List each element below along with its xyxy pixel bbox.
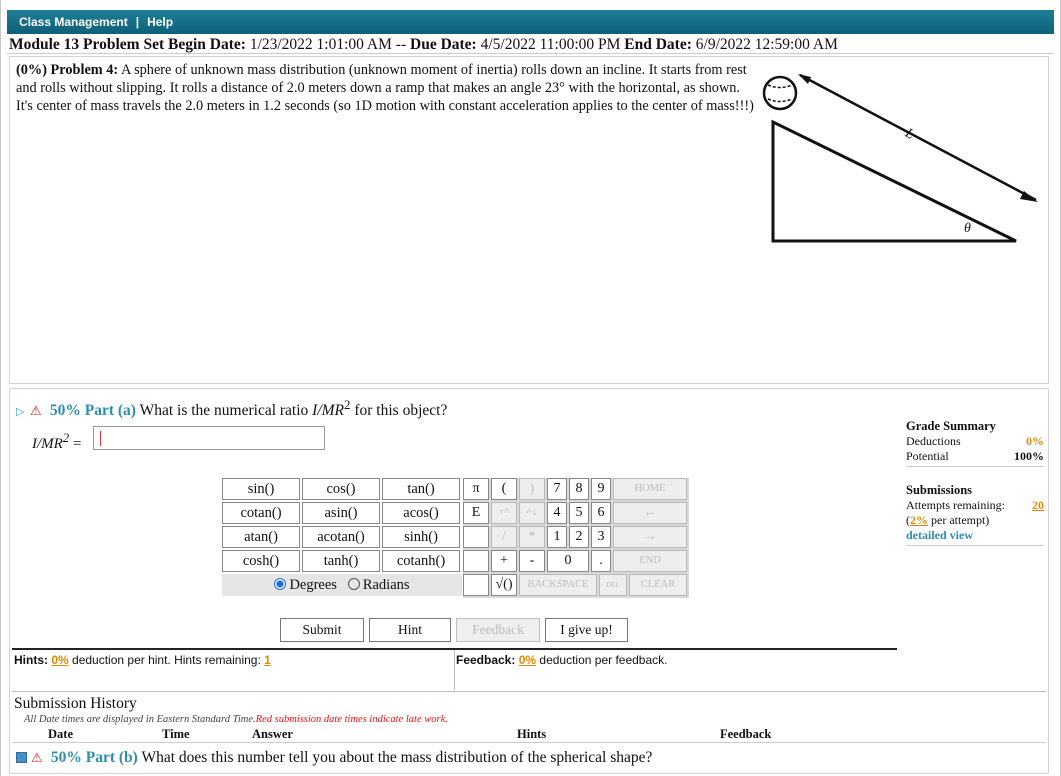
key-5[interactable]: 5 <box>569 502 589 524</box>
part-a-label: Part (a) <box>84 402 136 420</box>
nav-separator: | <box>135 15 140 29</box>
due-label: Due Date: <box>410 36 477 53</box>
due-date: 4/5/2022 11:00:00 PM <box>480 36 621 53</box>
detailed-view-link[interactable]: detailed view <box>906 528 973 542</box>
attempts-row <box>906 498 1044 513</box>
deductions-value: 0% <box>1026 434 1044 448</box>
key-lparen[interactable]: ( <box>491 478 517 500</box>
key-sin[interactable]: sin() <box>222 478 300 500</box>
per-attempt-pct: 2% <box>910 513 928 527</box>
answer-input[interactable] <box>93 426 325 450</box>
key-up-caret[interactable]: ↑^ <box>491 502 517 524</box>
key-2[interactable]: 2 <box>569 526 589 548</box>
problem-text-block <box>16 61 756 115</box>
grade-sidebar <box>906 419 1044 546</box>
feedback-text: deduction per feedback. <box>539 653 668 667</box>
part-a-ratio: I/MR <box>312 402 345 420</box>
key-backspace[interactable]: BACKSPACE <box>519 574 597 596</box>
key-asin[interactable]: asin() <box>302 502 380 524</box>
part-b-question: What does this number tell you about the mass distribution of the spherical shape? <box>141 749 653 766</box>
submit-button[interactable]: Submit <box>280 618 364 642</box>
key-1[interactable]: 1 <box>547 526 567 548</box>
sidebar-divider-2 <box>906 545 1044 546</box>
warning-icon: ⚠ <box>31 750 43 765</box>
degrees-radio[interactable] <box>274 578 286 590</box>
key-8[interactable]: 8 <box>569 478 589 500</box>
key-tan[interactable]: tan() <box>382 478 460 500</box>
key-cotan[interactable]: cotan() <box>222 502 300 524</box>
key-blank-2[interactable] <box>463 550 489 572</box>
key-slash[interactable]: / <box>491 526 517 548</box>
col-hints: Hints <box>517 727 547 741</box>
potential-label: Potential <box>906 449 949 463</box>
potential-value: 100% <box>1014 449 1044 463</box>
col-date: Date <box>48 727 73 741</box>
key-blank-1[interactable] <box>463 526 489 548</box>
key-cos[interactable]: cos() <box>302 478 380 500</box>
feedback-info <box>456 653 667 667</box>
per-attempt-row <box>906 513 1044 528</box>
expand-triangle-icon[interactable]: ▷ <box>16 406 25 419</box>
part-a-question-post: for this object? <box>350 402 448 420</box>
hints-feedback-bar <box>12 648 897 690</box>
distance-arrow <box>800 75 1036 200</box>
problem-score: (0%) <box>16 62 47 78</box>
part-b-header <box>16 749 652 767</box>
deductions-label: Deductions <box>906 434 961 448</box>
key-plus[interactable]: + <box>491 550 517 572</box>
history-columns <box>12 727 1046 743</box>
module-dates <box>7 35 1054 54</box>
text-caret <box>100 431 101 446</box>
key-cotanh[interactable]: cotanh() <box>382 550 460 572</box>
angle-mode <box>222 574 462 596</box>
key-6[interactable]: 6 <box>591 502 611 524</box>
key-4[interactable]: 4 <box>547 502 567 524</box>
feedback-button[interactable]: Feedback <box>456 618 540 642</box>
arrow-tail <box>798 74 811 84</box>
part-a-panel <box>9 388 1049 774</box>
hints-percent: 0% <box>51 653 69 667</box>
key-tanh[interactable]: tanh() <box>302 550 380 572</box>
sphere-shape <box>764 77 796 109</box>
key-sinh[interactable]: sinh() <box>382 526 460 548</box>
end-date: 6/9/2022 12:59:00 AM <box>695 36 838 53</box>
feedback-percent: 0% <box>518 653 537 667</box>
hint-button[interactable]: Hint <box>369 618 451 642</box>
problem-label: Problem 4: <box>50 62 119 78</box>
feedback-label: Feedback: <box>456 653 516 667</box>
key-e[interactable]: E <box>463 502 489 524</box>
key-dot[interactable]: . <box>591 550 611 572</box>
part-a-percent: 50% <box>49 402 81 420</box>
deductions-row <box>906 434 1044 449</box>
key-star[interactable]: * <box>519 526 545 548</box>
top-navigation <box>7 10 1054 34</box>
key-sqrt[interactable]: √() <box>491 574 517 596</box>
history-note-red: Red submission date times indicate late work. <box>255 714 448 725</box>
ramp-triangle <box>773 122 1016 241</box>
incline-figure <box>758 67 1043 247</box>
attempts-label: Attempts remaining: <box>906 498 1005 512</box>
key-7[interactable]: 7 <box>547 478 567 500</box>
end-label: End Date: <box>624 36 692 53</box>
key-blank-3[interactable] <box>463 574 489 596</box>
warning-icon: ⚠ <box>30 403 42 419</box>
grade-summary-title: Grade Summary <box>906 419 996 433</box>
hints-divider <box>454 650 455 690</box>
history-note <box>24 714 448 725</box>
length-label: L <box>902 125 917 143</box>
sidebar-divider <box>906 466 1044 467</box>
angle-label: θ <box>964 221 971 236</box>
answer-label <box>32 427 81 455</box>
give-up-button[interactable]: I give up! <box>545 618 628 642</box>
key-9[interactable]: 9 <box>591 478 611 500</box>
hints-remaining: 1 <box>264 653 271 667</box>
part-a-ratio-exp: 2 <box>344 397 351 412</box>
part-a-header <box>16 395 447 422</box>
collapse-square-icon[interactable] <box>16 752 27 763</box>
radians-radio[interactable] <box>348 578 360 590</box>
key-3[interactable]: 3 <box>591 526 611 548</box>
nav-class-management[interactable]: Class Management <box>19 15 128 29</box>
key-clear[interactable]: CLEAR <box>629 574 687 596</box>
part-b-percent: 50% <box>50 749 82 766</box>
key-rparen[interactable]: ) <box>519 478 545 500</box>
answer-label-exp: 2 <box>62 431 70 445</box>
history-note-text: All Date times are displayed in Eastern Standard Time. <box>24 714 256 725</box>
answer-label-eq: = <box>72 436 82 452</box>
key-atan[interactable]: atan() <box>222 526 300 548</box>
begin-date: 1/23/2022 1:01:00 AM <box>249 36 392 53</box>
hints-text: deduction per hint. Hints remaining: <box>72 653 261 667</box>
module-name: Module 13 Problem Set <box>9 36 165 53</box>
col-feedback: Feedback <box>720 727 772 741</box>
key-pi[interactable]: π <box>463 478 489 500</box>
attempts-value: 20 <box>1032 498 1044 512</box>
problem-text: A sphere of unknown mass distribution (unknown moment of inertia) rolls down an incline. It starts from rest and rolls without slipping. It rolls a distance of 2.0 meters down a ramp that makes an angle 23° with the horizontal, as shown. It's center of mass travels the 2.0 meters in 1.2 seconds (so 1D motion with constant acceleration applies to the center of mass!!!) <box>16 62 754 114</box>
key-0[interactable]: 0 <box>547 550 589 572</box>
per-attempt-text: per attempt) <box>931 513 990 527</box>
key-minus[interactable]: - <box>519 550 545 572</box>
key-left-arrow[interactable]: ← <box>613 502 687 524</box>
nav-help[interactable]: Help <box>147 15 174 29</box>
key-home[interactable]: HOME <box>613 478 687 500</box>
answer-label-base: I/MR <box>32 436 63 452</box>
key-del[interactable]: DEL <box>599 574 627 596</box>
key-acotan[interactable]: acotan() <box>302 526 380 548</box>
detailed-view-row <box>906 528 1044 543</box>
col-answer: Answer <box>252 727 293 741</box>
radians-label: Radians <box>362 577 410 593</box>
submission-history <box>12 691 1046 741</box>
date-dash: -- <box>395 36 407 53</box>
begin-label: Begin Date: <box>168 36 246 53</box>
degrees-label: Degrees <box>289 577 337 593</box>
key-acos[interactable]: acos() <box>382 502 460 524</box>
submissions-title: Submissions <box>906 483 973 497</box>
col-time: Time <box>162 727 190 741</box>
key-right-arrow[interactable]: → <box>613 526 687 548</box>
hints-label: Hints: <box>14 653 48 667</box>
per-attempt-open: ( <box>906 513 910 527</box>
hints-info <box>14 653 271 667</box>
part-b-label: Part (b) <box>85 749 138 766</box>
history-title: Submission History <box>14 695 137 712</box>
number-keys <box>463 478 689 598</box>
problem-statement <box>9 56 1049 384</box>
key-end[interactable]: END <box>613 550 687 572</box>
part-a-question-pre: What is the numerical ratio <box>139 402 313 420</box>
potential-row <box>906 449 1044 464</box>
key-down-caret[interactable]: ^↓ <box>519 502 545 524</box>
key-cosh[interactable]: cosh() <box>222 550 300 572</box>
